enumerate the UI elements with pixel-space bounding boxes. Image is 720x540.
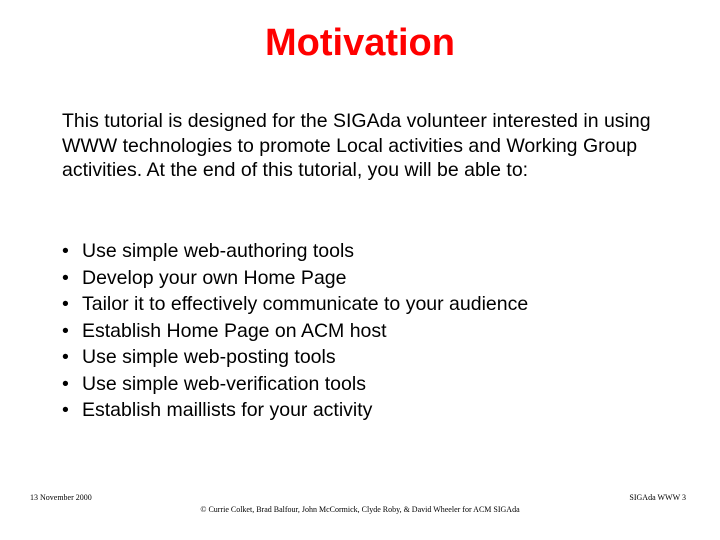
bullet-text: Develop your own Home Page [82, 266, 347, 289]
bullet-text: Establish Home Page on ACM host [82, 319, 387, 342]
bullet-text: Use simple web-posting tools [82, 346, 336, 368]
bullet-item [62, 397, 692, 424]
bullet-text: Tailor it to effectively communicate to your audience [82, 293, 529, 315]
bullet-text: Use simple web-verification tools [82, 372, 366, 395]
footer-copyright: © Currie Colket, Brad Balfour, John McCormick, Clyde Roby, & David Wheeler for ACM SIGAda [200, 505, 520, 514]
bullet-icon: • [62, 319, 69, 342]
bullet-text: Establish maillists for your activity [82, 399, 373, 421]
intro-paragraph: This tutorial is designed for the SIGAda volunteer interested in using WWW technologies to promote Local activities and Working Group activities. At the end of this tutorial, you will be able to: [62, 110, 651, 181]
bullet-text: Use simple web-authoring tools [82, 240, 355, 262]
bullet-icon: • [62, 240, 69, 262]
bullet-item [62, 238, 692, 265]
bullet-item [62, 291, 692, 318]
bullet-item [62, 265, 692, 292]
bullet-icon: • [62, 372, 69, 395]
footer-page-number: SIGAda WWW 3 [629, 493, 686, 502]
bullet-icon: • [62, 266, 69, 289]
bullet-icon: • [62, 346, 69, 368]
bullet-list [62, 238, 692, 424]
slide-title: Motivation [265, 22, 455, 64]
bullet-item [62, 371, 692, 398]
bullet-item [62, 344, 692, 371]
bullet-item [62, 318, 692, 345]
footer-date: 13 November 2000 [30, 493, 92, 502]
bullet-icon: • [62, 293, 69, 315]
bullet-icon: • [62, 399, 69, 421]
